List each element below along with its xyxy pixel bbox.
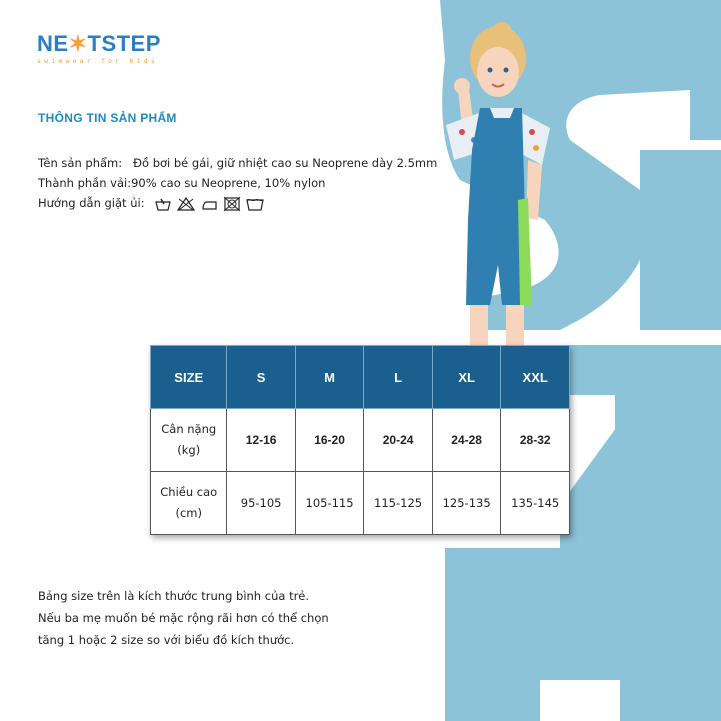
header-m: M xyxy=(295,346,364,409)
header-s: S xyxy=(227,346,295,409)
header-xxl: XXL xyxy=(501,346,570,409)
table-cell: 24-28 xyxy=(432,409,501,472)
header-l: L xyxy=(364,346,433,409)
size-table xyxy=(150,345,570,535)
star-icon: ✶ xyxy=(68,31,88,56)
wash-30-icon xyxy=(246,197,264,211)
material-label: Thành phần vải: xyxy=(38,176,132,190)
table-cell: 28-32 xyxy=(501,409,570,472)
no-bleach-icon xyxy=(177,197,195,211)
product-name-label: Tên sản phẩm: xyxy=(38,156,123,170)
table-cell: 135-145 xyxy=(501,472,570,535)
table-cell: 125-135 xyxy=(432,472,501,535)
table-cell: 16-20 xyxy=(295,409,364,472)
brand-logo[interactable] xyxy=(37,33,161,65)
table-cell: 105-115 xyxy=(295,472,364,535)
material-row xyxy=(38,176,325,190)
table-row xyxy=(151,409,570,472)
note-line-1: Bảng size trên là kích thước trung bình của trẻ. xyxy=(38,589,310,603)
note-line-3: tăng 1 hoặc 2 size so với biểu đồ kích thước. xyxy=(38,633,295,647)
care-label: Hướng dẫn giặt ủi: xyxy=(38,196,145,210)
low-iron-icon xyxy=(200,197,218,211)
row-label-height: Chiều cao (cm) xyxy=(151,472,227,535)
product-name-row xyxy=(38,156,437,170)
table-row xyxy=(151,472,570,535)
row-label-weight: Cân nặng (kg) xyxy=(151,409,227,472)
no-tumble-dry-icon xyxy=(223,197,241,211)
material-value: 90% cao su Neoprene, 10% nylon xyxy=(131,176,326,190)
table-cell: 12-16 xyxy=(227,409,295,472)
header-xl: XL xyxy=(432,346,501,409)
table-cell: 95-105 xyxy=(227,472,295,535)
table-cell: 115-125 xyxy=(364,472,433,535)
brand-tagline: swimwear for kids xyxy=(37,57,158,65)
section-title: THÔNG TIN SẢN PHẨM xyxy=(38,111,177,125)
note-line-2: Nếu ba mẹ muốn bé mặc rộng rãi hơn có thể chọn xyxy=(38,611,329,625)
brand-name: NE✶TSTEP xyxy=(37,31,161,56)
care-row xyxy=(38,196,264,211)
hand-wash-icon xyxy=(154,197,172,211)
size-table-header xyxy=(151,346,570,409)
table-cell: 20-24 xyxy=(364,409,433,472)
product-name-value: Đồ bơi bé gái, giữ nhiệt cao su Neoprene dày 2.5mm xyxy=(133,156,438,170)
header-size: SIZE xyxy=(151,346,227,409)
child-wetsuit-photo xyxy=(410,20,560,350)
care-icons xyxy=(154,197,264,211)
